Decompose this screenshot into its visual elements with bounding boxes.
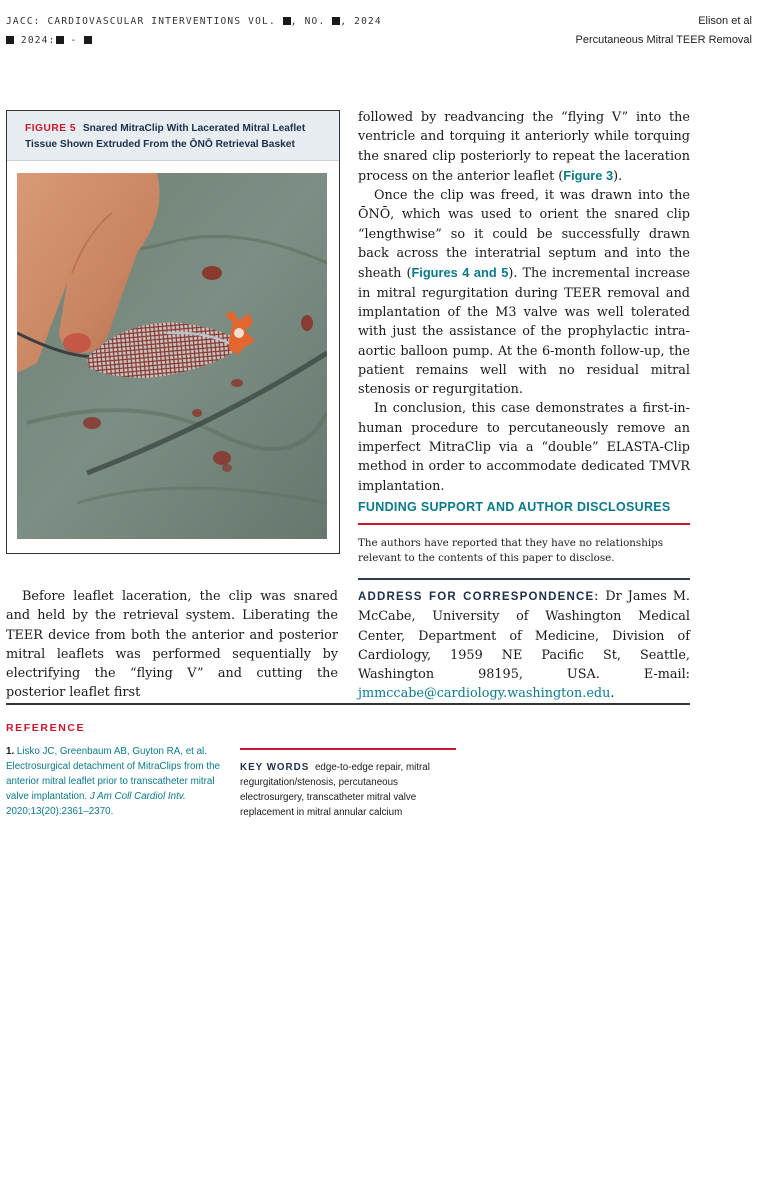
header-running-title: Percutaneous Mitral TEER Removal [575, 34, 752, 46]
figure-label: FIGURE 5 [25, 123, 76, 134]
keywords-text: edge-to-edge repair, mitral regurgitation/stenosis, percutaneous electrosurgery, transcatheter mitral valve replacement in mitral annular calcium [240, 762, 430, 818]
body-paragraph [358, 186, 690, 399]
reference-entry[interactable] [6, 744, 224, 819]
header-authors: Elison et al [698, 15, 752, 27]
figures-4-5-link[interactable]: Figures 4 and 5 [411, 265, 509, 281]
volume-placeholder-square [283, 17, 291, 25]
address-paragraph [358, 587, 690, 704]
keywords [240, 760, 458, 820]
reference-heading: REFERENCE [6, 722, 86, 734]
left-column-body [6, 587, 338, 703]
figure-3-link[interactable]: Figure 3 [563, 167, 614, 183]
email-link[interactable]: jmmccabe@cardiology.washington.edu [358, 686, 611, 702]
figure-5 [6, 110, 340, 554]
address-label: ADDRESS FOR CORRESPONDENCE: [358, 591, 600, 603]
page-separator: - [70, 35, 78, 46]
body-text: ). The incremental increase in mitral regurgitation during TEER removal and implantation of the M3 valve was well tolerated with just the assistance of the prophylactic intra-aortic balloon pump. At the 6-month follow-up, the patient remains well with no residual mitral stenosis or regurgitation. [358, 266, 690, 398]
body-paragraph [358, 108, 690, 186]
page-start-square [56, 36, 64, 44]
body-text: Before leaflet laceration, the clip was snared and held by the retrieval system. Liberating the TEER device from both the anterior and posterior mitral leaflets was performed sequentially by electrifying the “flying V” and cutting the posterior leaflet first [6, 589, 338, 701]
reference-number: 1. [6, 746, 15, 757]
page-end-square [84, 36, 92, 44]
body-text: Once the clip was freed, it was drawn into the ŌNŌ, which was used to orient the snared clip “lengthwise” so it could be successfully drawn back across the interatrial septum and into the sheath ( [358, 188, 690, 282]
running-header-journal [6, 12, 382, 50]
figure-title-line2: Tissue Shown Extruded From the ŌNŌ Retrieval Basket [25, 139, 295, 150]
address-text: Dr James M. McCabe, University of Washington Medical Center, Department of Medicine, Division of Cardiology, 1959 NE Pacific St, Seattle, Washington 98195, USA. E-mail: [358, 589, 690, 683]
body-text: followed by readvancing the “flying V” into the ventricle and torquing it anteriorly while torquing the snared clip posteriorly to repeat the laceration process on the anterior leaflet ( [358, 110, 690, 184]
year-pages: 2024: [20, 35, 56, 46]
year-label: , 2024 [340, 16, 382, 27]
keywords-rule [240, 748, 456, 750]
running-header-title [576, 12, 752, 50]
figure-title-line1: Snared MitraClip With Lacerated Mitral Leaflet [82, 123, 306, 134]
issue-label: , NO. [290, 16, 326, 27]
right-column-body [358, 108, 690, 496]
body-paragraph [358, 399, 690, 495]
keywords-label: KEY WORDS [240, 762, 310, 773]
reference-text: Lisko JC, Greenbaum AB, Guyton RA, et al. Electrosurgical detachment of MitraClips from the anterior mitral leaflet prior to transcatheter mitral valve implantation. [6, 746, 220, 802]
funding-bottom-rule [358, 578, 690, 580]
figure-caption [7, 111, 339, 161]
funding-rule [358, 523, 690, 525]
address-for-correspondence [358, 587, 690, 704]
funding-heading: FUNDING SUPPORT AND AUTHOR DISCLOSURES [358, 500, 671, 514]
funding-text: The authors have reported that they have no relationships relevant to the contents of this paper to disclose. [358, 537, 663, 564]
month-placeholder-square [6, 36, 14, 44]
body-text: In conclusion, this case demonstrates a first-in-human procedure to percutaneously remove an imperfect MitraClip via a “double” ELASTA-Clip method in order to accommodate dedicated TMVR implantation. [358, 401, 690, 494]
body-text: ). [613, 168, 623, 184]
figure-photo-snared-clip [17, 173, 327, 539]
address-end: . [610, 686, 615, 702]
body-paragraph [6, 587, 338, 703]
section-divider [6, 703, 690, 705]
reference-citation: 2020;13(20):2361–2370. [6, 806, 114, 817]
journal-line: JACC: CARDIOVASCULAR INTERVENTIONS VOL. [6, 16, 276, 27]
reference-journal: J Am Coll Cardiol Intv. [89, 791, 186, 802]
